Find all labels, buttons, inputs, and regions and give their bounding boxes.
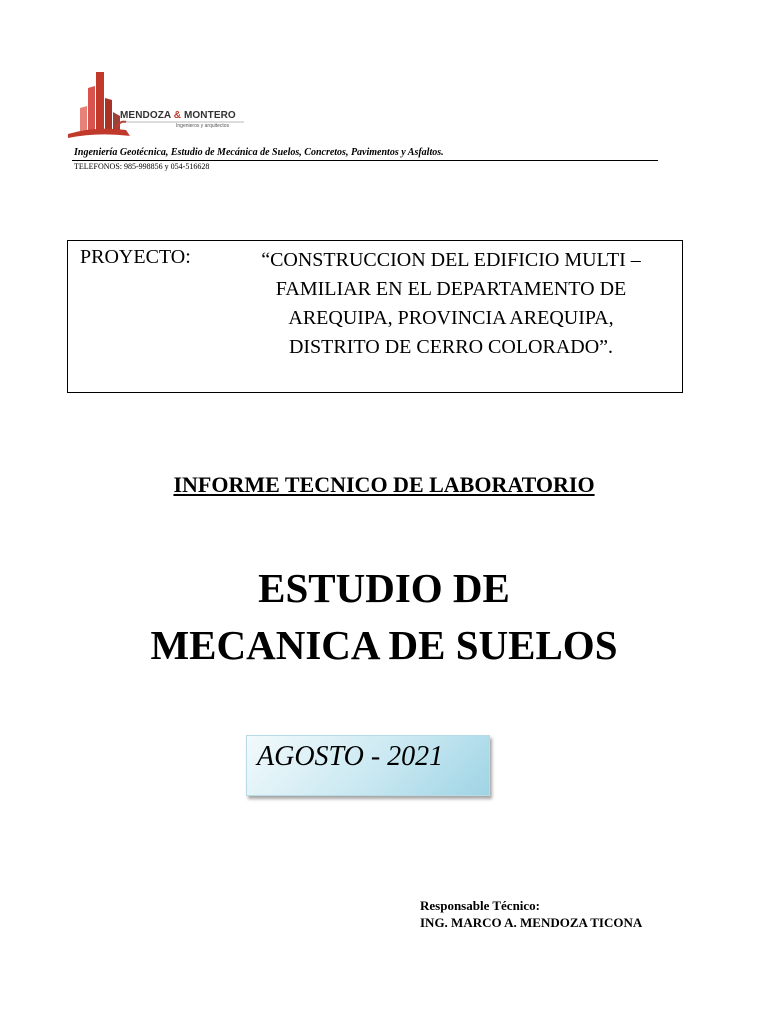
letterhead-divider [72,160,658,161]
company-tagline: Ingenieros y arquitectos [176,123,230,129]
responsible-block [420,897,642,931]
project-description: “CONSTRUCCION DEL EDIFICIO MULTI – FAMILIAR EN EL DEPARTAMENTO DE AREQUIPA, PROVINCIA AREQUIPA, DISTRITO DE CERRO COLORADO”. [261,249,641,358]
company-logo [66,68,256,144]
company-name: MENDOZA & MONTERO [120,110,236,121]
building-logo-icon [66,68,256,144]
responsible-label: Responsable Técnico: [420,898,541,913]
project-label: PROYECTO: [80,246,191,268]
phones-line: TELEFONOS: 985-998856 y 054-516628 [74,162,210,171]
report-title: INFORME TECNICO DE LABORATORIO [173,472,595,497]
services-line: Ingeniería Geotécnica, Estudio de Mecánica de Suelos, Concretos, Pavimentos y Asfaltos. [74,147,444,158]
study-title: ESTUDIO DE MECANICA DE SUELOS [150,565,618,668]
responsible-name: ING. MARCO A. MENDOZA TICONA [420,915,643,930]
project-box [67,240,683,393]
date-text: AGOSTO - 2021 [257,741,444,772]
date-box [246,735,490,796]
